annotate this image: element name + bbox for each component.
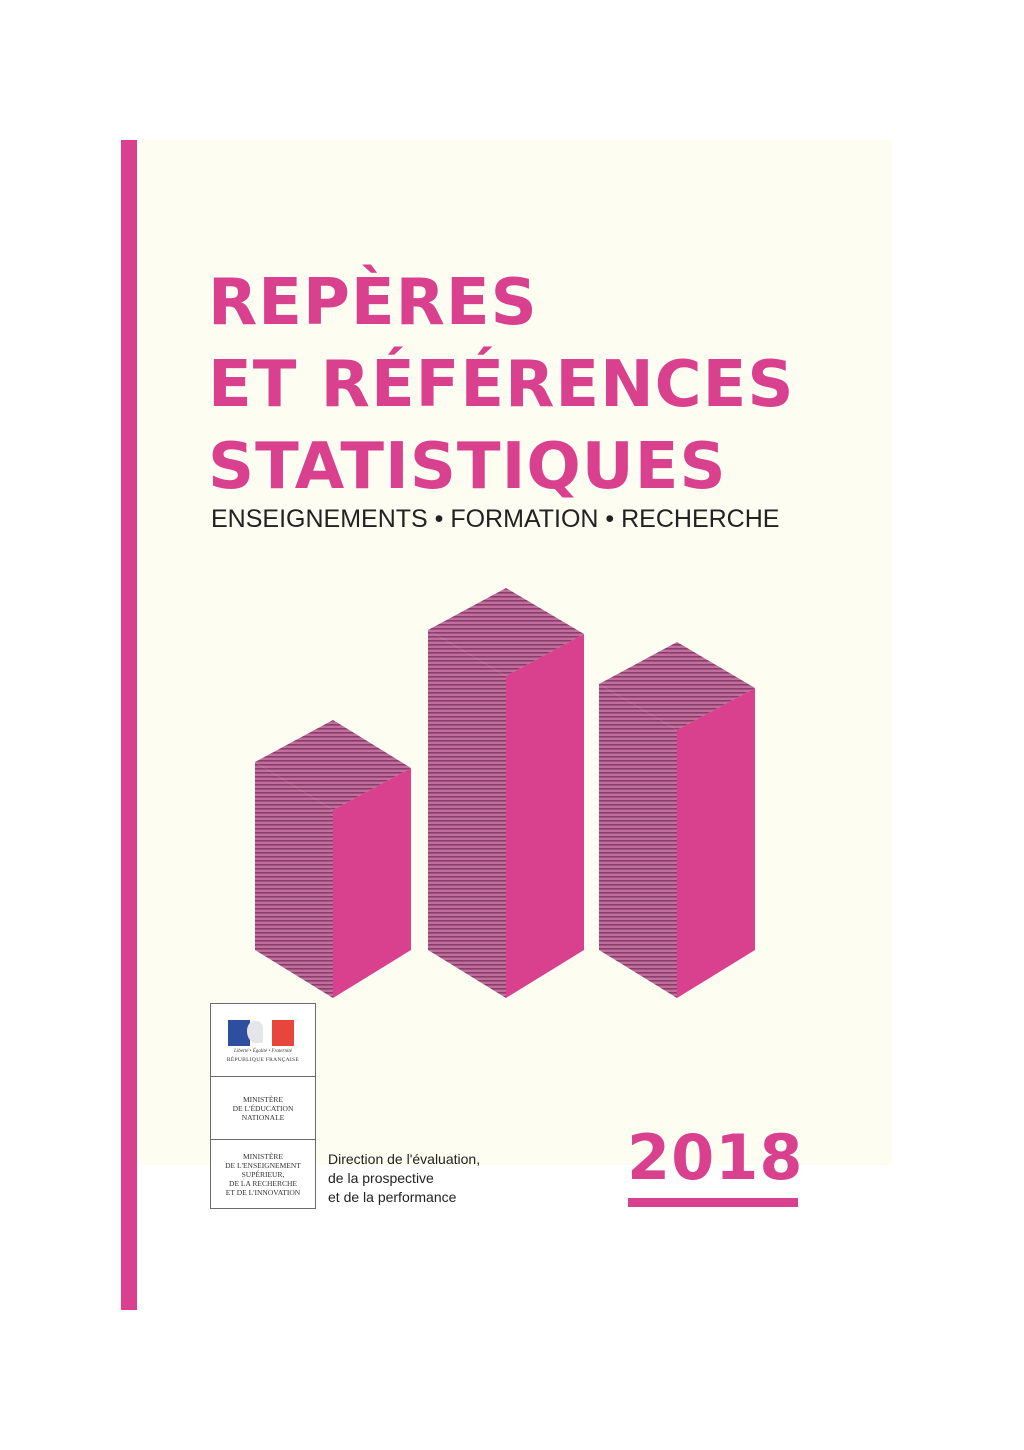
title-line-3: STATISTIQUES	[208, 430, 727, 504]
publisher-line-2: de la prospective	[328, 1170, 434, 1186]
illustration-block-middle	[428, 588, 584, 998]
publisher-line-1: Direction de l'évaluation,	[328, 1151, 481, 1167]
illustration-block-left	[255, 720, 411, 998]
ministry-logo	[210, 1003, 316, 1209]
logo-republic: RÉPUBLIQUE FRANÇAISE	[226, 1057, 300, 1063]
cover-subtitle: ENSEIGNEMENTS • FORMATION • RECHERCHE	[211, 505, 780, 533]
illustration-block-right	[599, 642, 755, 998]
republique-francaise-logo	[211, 1004, 315, 1077]
marianne-icon	[247, 1021, 263, 1043]
publisher-name	[328, 1150, 480, 1207]
edition-year: 2018	[627, 1121, 804, 1194]
ministry-education-label: MINISTÈRE DE L'ÉDUCATION NATIONALE	[232, 1094, 294, 1122]
year-underline	[628, 1198, 798, 1207]
ministry-higher-education	[211, 1140, 315, 1208]
ministry-higher-education-label: MINISTÈRE DE L'ENSEIGNEMENT SUPÉRIEUR, DE LA RECHERCHE ET DE L'INNOVATION	[225, 1151, 301, 1197]
title-line-2: ET RÉFÉRENCES	[208, 348, 795, 422]
logo-motto: Liberté • Égalité • Fraternité	[234, 1049, 292, 1054]
ministry-education	[211, 1077, 315, 1140]
title-line-1: REPÈRES	[208, 266, 538, 340]
publisher-line-3: et de la performance	[328, 1189, 457, 1205]
